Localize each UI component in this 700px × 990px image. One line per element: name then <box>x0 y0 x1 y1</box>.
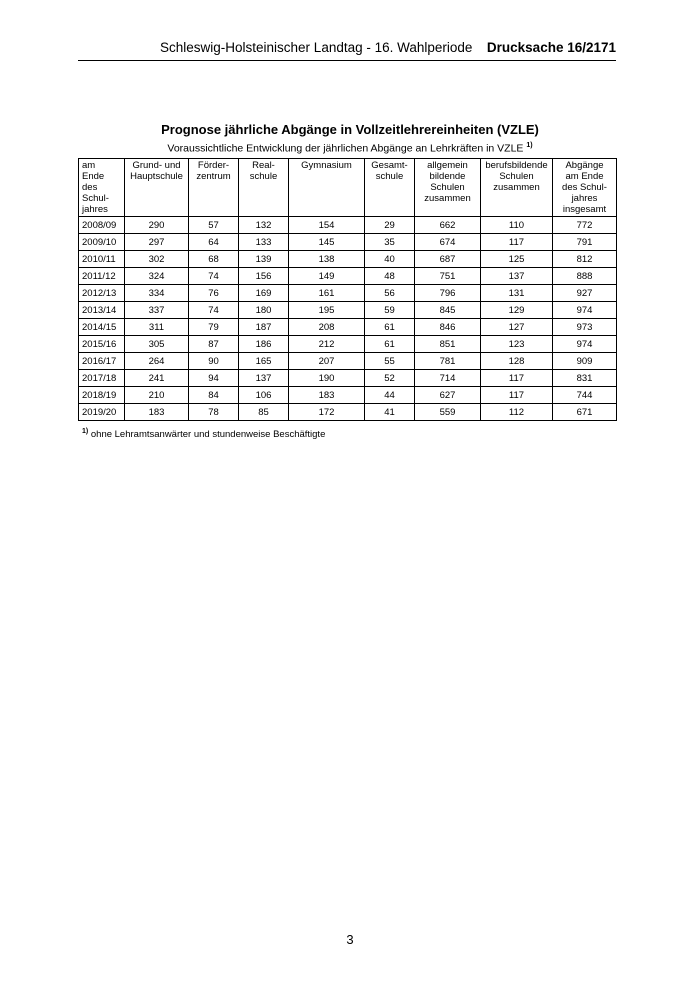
header-document-number: Drucksache 16/2171 <box>486 40 616 55</box>
table-row <box>79 251 617 268</box>
column-header-line: Schulen <box>430 182 465 193</box>
value-cell: 87 <box>189 336 239 353</box>
value-cell: 133 <box>239 234 289 251</box>
value-cell: 127 <box>481 319 553 336</box>
data-table <box>78 158 617 421</box>
value-cell: 791 <box>553 234 617 251</box>
value-cell: 129 <box>481 302 553 319</box>
value-cell: 29 <box>365 217 415 234</box>
value-cell: 48 <box>365 268 415 285</box>
value-cell: 52 <box>365 370 415 387</box>
column-header <box>553 159 617 217</box>
value-cell: 888 <box>553 268 617 285</box>
value-cell: 44 <box>365 387 415 404</box>
column-header <box>239 159 289 217</box>
value-cell: 154 <box>289 217 365 234</box>
value-cell: 79 <box>189 319 239 336</box>
column-header-line: jahres <box>571 193 598 204</box>
value-cell: 56 <box>365 285 415 302</box>
school-year-cell: 2008/09 <box>79 217 125 234</box>
value-cell: 674 <box>415 234 481 251</box>
column-header-line: zusammen <box>493 182 540 193</box>
column-header-line: des <box>82 182 98 193</box>
value-cell: 117 <box>481 234 553 251</box>
value-cell: 627 <box>415 387 481 404</box>
school-year-cell: 2017/18 <box>79 370 125 387</box>
footnote-mark: 1) <box>82 428 89 435</box>
value-cell: 64 <box>189 234 239 251</box>
value-cell: 796 <box>415 285 481 302</box>
column-header-line: berufsbildende <box>485 160 548 171</box>
value-cell: 137 <box>239 370 289 387</box>
value-cell: 186 <box>239 336 289 353</box>
footnote <box>82 428 325 440</box>
column-header-line: Gesamt- <box>371 160 408 171</box>
value-cell: 974 <box>553 336 617 353</box>
value-cell: 55 <box>365 353 415 370</box>
value-cell: 183 <box>289 387 365 404</box>
subtitle-footnote-mark: 1) <box>526 142 533 149</box>
value-cell: 831 <box>553 370 617 387</box>
column-header <box>415 159 481 217</box>
value-cell: 61 <box>365 336 415 353</box>
column-header-line: Ende <box>82 171 105 182</box>
value-cell: 208 <box>289 319 365 336</box>
value-cell: 183 <box>125 404 189 421</box>
column-header-line: bildende <box>429 171 466 182</box>
page-header <box>78 40 616 61</box>
value-cell: 212 <box>289 336 365 353</box>
value-cell: 139 <box>239 251 289 268</box>
value-cell: 324 <box>125 268 189 285</box>
value-cell: 687 <box>415 251 481 268</box>
school-year-cell: 2013/14 <box>79 302 125 319</box>
value-cell: 305 <box>125 336 189 353</box>
value-cell: 846 <box>415 319 481 336</box>
value-cell: 41 <box>365 404 415 421</box>
value-cell: 559 <box>415 404 481 421</box>
value-cell: 74 <box>189 268 239 285</box>
column-header-line: schule <box>249 171 278 182</box>
page-number: 3 <box>346 932 354 947</box>
value-cell: 187 <box>239 319 289 336</box>
column-header <box>189 159 239 217</box>
school-year-cell: 2012/13 <box>79 285 125 302</box>
column-header-line: allgemein <box>427 160 468 171</box>
table-row <box>79 268 617 285</box>
value-cell: 169 <box>239 285 289 302</box>
value-cell: 172 <box>289 404 365 421</box>
column-header-line: Schul- <box>82 193 109 204</box>
table-row <box>79 404 617 421</box>
table-header-row <box>79 159 617 217</box>
table-body <box>79 217 617 421</box>
value-cell: 241 <box>125 370 189 387</box>
header-parliament: Schleswig-Holsteinischer Landtag - 16. Wahlperiode <box>160 40 473 55</box>
value-cell: 131 <box>481 285 553 302</box>
table-row <box>79 370 617 387</box>
school-year-cell: 2009/10 <box>79 234 125 251</box>
column-header <box>481 159 553 217</box>
table-title: Prognose jährliche Abgänge in Vollzeitlehrereinheiten (VZLE) <box>161 122 539 137</box>
subtitle-text: Voraussichtliche Entwicklung der jährlichen Abgänge an Lehrkräften in VZLE <box>167 142 524 155</box>
school-year-cell: 2018/19 <box>79 387 125 404</box>
value-cell: 94 <box>189 370 239 387</box>
value-cell: 297 <box>125 234 189 251</box>
value-cell: 751 <box>415 268 481 285</box>
value-cell: 334 <box>125 285 189 302</box>
value-cell: 974 <box>553 302 617 319</box>
value-cell: 714 <box>415 370 481 387</box>
value-cell: 210 <box>125 387 189 404</box>
column-header-line: am <box>82 160 96 171</box>
column-header <box>289 159 365 217</box>
column-header-line: Gymnasium <box>301 160 352 171</box>
value-cell: 161 <box>289 285 365 302</box>
value-cell: 302 <box>125 251 189 268</box>
value-cell: 973 <box>553 319 617 336</box>
column-header-line: Real- <box>252 160 275 171</box>
value-cell: 106 <box>239 387 289 404</box>
value-cell: 195 <box>289 302 365 319</box>
school-year-cell: 2016/17 <box>79 353 125 370</box>
value-cell: 145 <box>289 234 365 251</box>
table-row <box>79 353 617 370</box>
value-cell: 61 <box>365 319 415 336</box>
column-header-line: schule <box>375 171 404 182</box>
table-row <box>79 285 617 302</box>
column-header <box>79 159 125 217</box>
value-cell: 662 <box>415 217 481 234</box>
value-cell: 180 <box>239 302 289 319</box>
column-header-line: zentrum <box>196 171 231 182</box>
value-cell: 123 <box>481 336 553 353</box>
value-cell: 156 <box>239 268 289 285</box>
value-cell: 772 <box>553 217 617 234</box>
value-cell: 165 <box>239 353 289 370</box>
value-cell: 68 <box>189 251 239 268</box>
table-row <box>79 336 617 353</box>
value-cell: 110 <box>481 217 553 234</box>
value-cell: 117 <box>481 370 553 387</box>
value-cell: 78 <box>189 404 239 421</box>
value-cell: 137 <box>481 268 553 285</box>
column-header <box>365 159 415 217</box>
value-cell: 264 <box>125 353 189 370</box>
table-row <box>79 302 617 319</box>
column-header-line: am Ende <box>565 171 604 182</box>
value-cell: 290 <box>125 217 189 234</box>
value-cell: 40 <box>365 251 415 268</box>
column-header-line: Hauptschule <box>130 171 183 182</box>
column-header-line: Abgänge <box>565 160 604 171</box>
column-header <box>125 159 189 217</box>
column-header-line: zusammen <box>424 193 471 204</box>
value-cell: 671 <box>553 404 617 421</box>
table-row <box>79 234 617 251</box>
value-cell: 35 <box>365 234 415 251</box>
value-cell: 207 <box>289 353 365 370</box>
school-year-cell: 2019/20 <box>79 404 125 421</box>
value-cell: 85 <box>239 404 289 421</box>
column-header-line: Grund- und <box>132 160 181 171</box>
value-cell: 781 <box>415 353 481 370</box>
value-cell: 311 <box>125 319 189 336</box>
column-header-line: insgesamt <box>562 204 607 215</box>
value-cell: 909 <box>553 353 617 370</box>
value-cell: 851 <box>415 336 481 353</box>
value-cell: 112 <box>481 404 553 421</box>
school-year-cell: 2015/16 <box>79 336 125 353</box>
column-header-line: Schulen <box>499 171 534 182</box>
school-year-cell: 2010/11 <box>79 251 125 268</box>
table-subtitle <box>78 142 622 155</box>
value-cell: 845 <box>415 302 481 319</box>
column-header-line: jahres <box>82 204 108 215</box>
value-cell: 138 <box>289 251 365 268</box>
table-row <box>79 319 617 336</box>
value-cell: 125 <box>481 251 553 268</box>
table-row <box>79 387 617 404</box>
value-cell: 927 <box>553 285 617 302</box>
value-cell: 132 <box>239 217 289 234</box>
value-cell: 149 <box>289 268 365 285</box>
value-cell: 744 <box>553 387 617 404</box>
table-row <box>79 217 617 234</box>
value-cell: 190 <box>289 370 365 387</box>
value-cell: 128 <box>481 353 553 370</box>
value-cell: 117 <box>481 387 553 404</box>
value-cell: 812 <box>553 251 617 268</box>
value-cell: 84 <box>189 387 239 404</box>
value-cell: 76 <box>189 285 239 302</box>
value-cell: 57 <box>189 217 239 234</box>
value-cell: 74 <box>189 302 239 319</box>
school-year-cell: 2014/15 <box>79 319 125 336</box>
value-cell: 337 <box>125 302 189 319</box>
value-cell: 90 <box>189 353 239 370</box>
column-header-line: des Schul- <box>562 182 607 193</box>
column-header-line: Förder- <box>197 160 230 171</box>
footnote-text: ohne Lehramtsanwärter und stundenweise Beschäftigte <box>88 429 326 441</box>
value-cell: 59 <box>365 302 415 319</box>
school-year-cell: 2011/12 <box>79 268 125 285</box>
